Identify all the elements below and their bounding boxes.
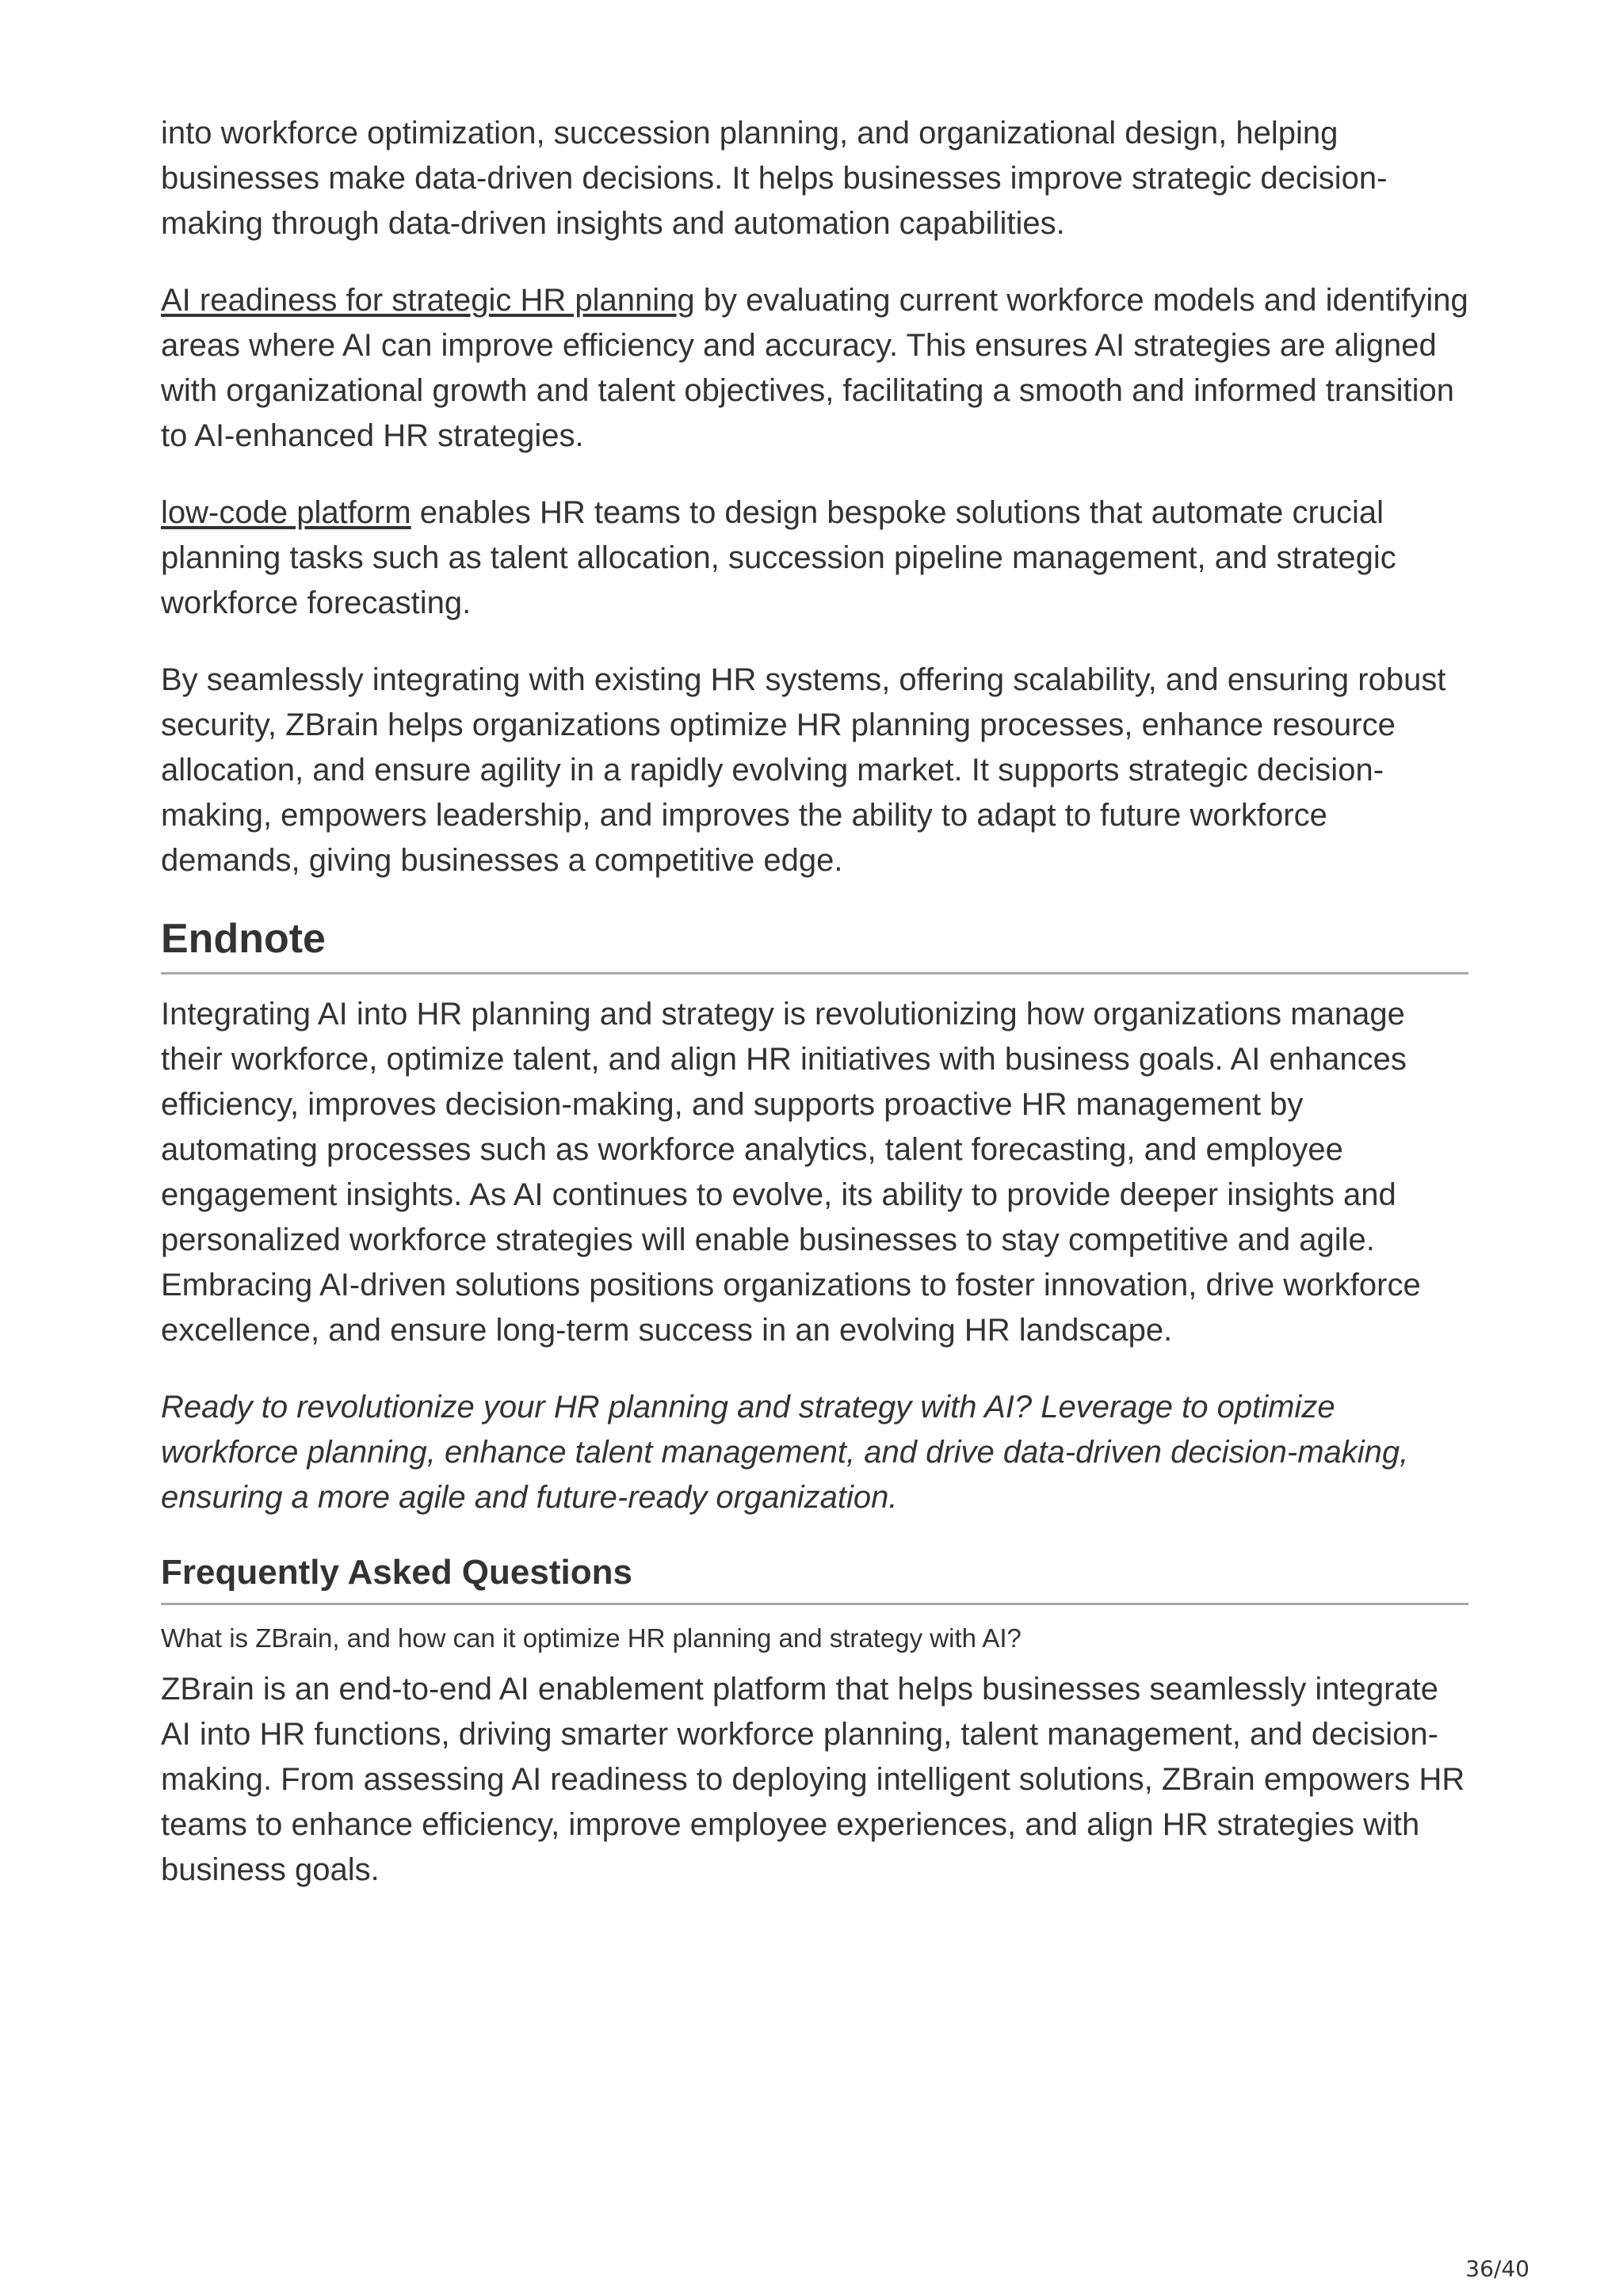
endnote-body: Integrating AI into HR planning and strategy is revolutionizing how organizations manage their workforce, optimize talent, and align HR initiatives with business goals. AI enhances efficiency, improves decision-making, and supports proactive HR management by automating processes such as workforce analytics, talent forecasting, and employee engagement insights. As AI continues to evolve, its ability to provide deeper insights and personalized workforce strategies will enable businesses to stay competitive and agile. Embracing AI-driven solutions positions organizations to foster innovation, drive workforce excellence, and ensure long-term success in an evolving HR landscape.	[161, 997, 1421, 1348]
ai-readiness-link[interactable]: AI readiness for strategic HR planning	[161, 283, 695, 318]
document-body	[161, 111, 1468, 1924]
paragraph-low-code	[161, 490, 1468, 626]
faq-answer: ZBrain is an end-to-end AI enablement platform that helps businesses seamlessly integrate AI into HR functions, driving smarter workforce planning, talent management, and decision-making. From assessing AI readiness to deploying intelligent solutions, ZBrain empowers HR teams to enhance efficiency, improve employee experiences, and align HR strategies with business goals.	[161, 1672, 1465, 1887]
paragraph-ai-readiness-text: by evaluating current workforce models and identifying areas where AI can improve efficiency and accuracy. This ensures AI strategies are aligned with organizational growth and talent objectives, facilitating a smooth and informed transition to AI-enhanced HR strategies.	[161, 283, 1468, 453]
endnote-cta: Ready to revolutionize your HR planning and strategy with AI? Leverage to optimize workforce planning, enhance talent management, and drive data-driven decision-making, ensuring a more agile and future-ready organization.	[161, 1390, 1409, 1515]
paragraph-ai-readiness	[161, 278, 1468, 459]
faq-question[interactable]: What is ZBrain, and how can it optimize HR planning and strategy with AI?	[161, 1623, 1022, 1653]
low-code-platform-link[interactable]: low-code platform	[161, 495, 411, 530]
paragraph-intro: into workforce optimization, succession planning, and organizational design, helping businesses make data-driven decisions. It helps businesses improve strategic decision-making through data-driven insights and automation capabilities.	[161, 116, 1388, 241]
endnote-heading: Endnote	[161, 915, 1468, 974]
faq-heading: Frequently Asked Questions	[161, 1552, 1468, 1605]
page-number: 36/40	[1465, 2256, 1529, 2282]
paragraph-integration: By seamlessly integrating with existing HR systems, offering scalability, and ensuring robust security, ZBrain helps organizations optimize HR planning processes, enhance resource allocation, and ensure agility in a rapidly evolving market. It supports strategic decision-making, empowers leadership, and improves the ability to adapt to future workforce demands, giving businesses a competitive edge.	[161, 662, 1446, 878]
paragraph-low-code-text: enables HR teams to design bespoke solutions that automate crucial planning tasks such as talent allocation, succession pipeline management, and strategic workforce forecasting.	[161, 495, 1396, 620]
